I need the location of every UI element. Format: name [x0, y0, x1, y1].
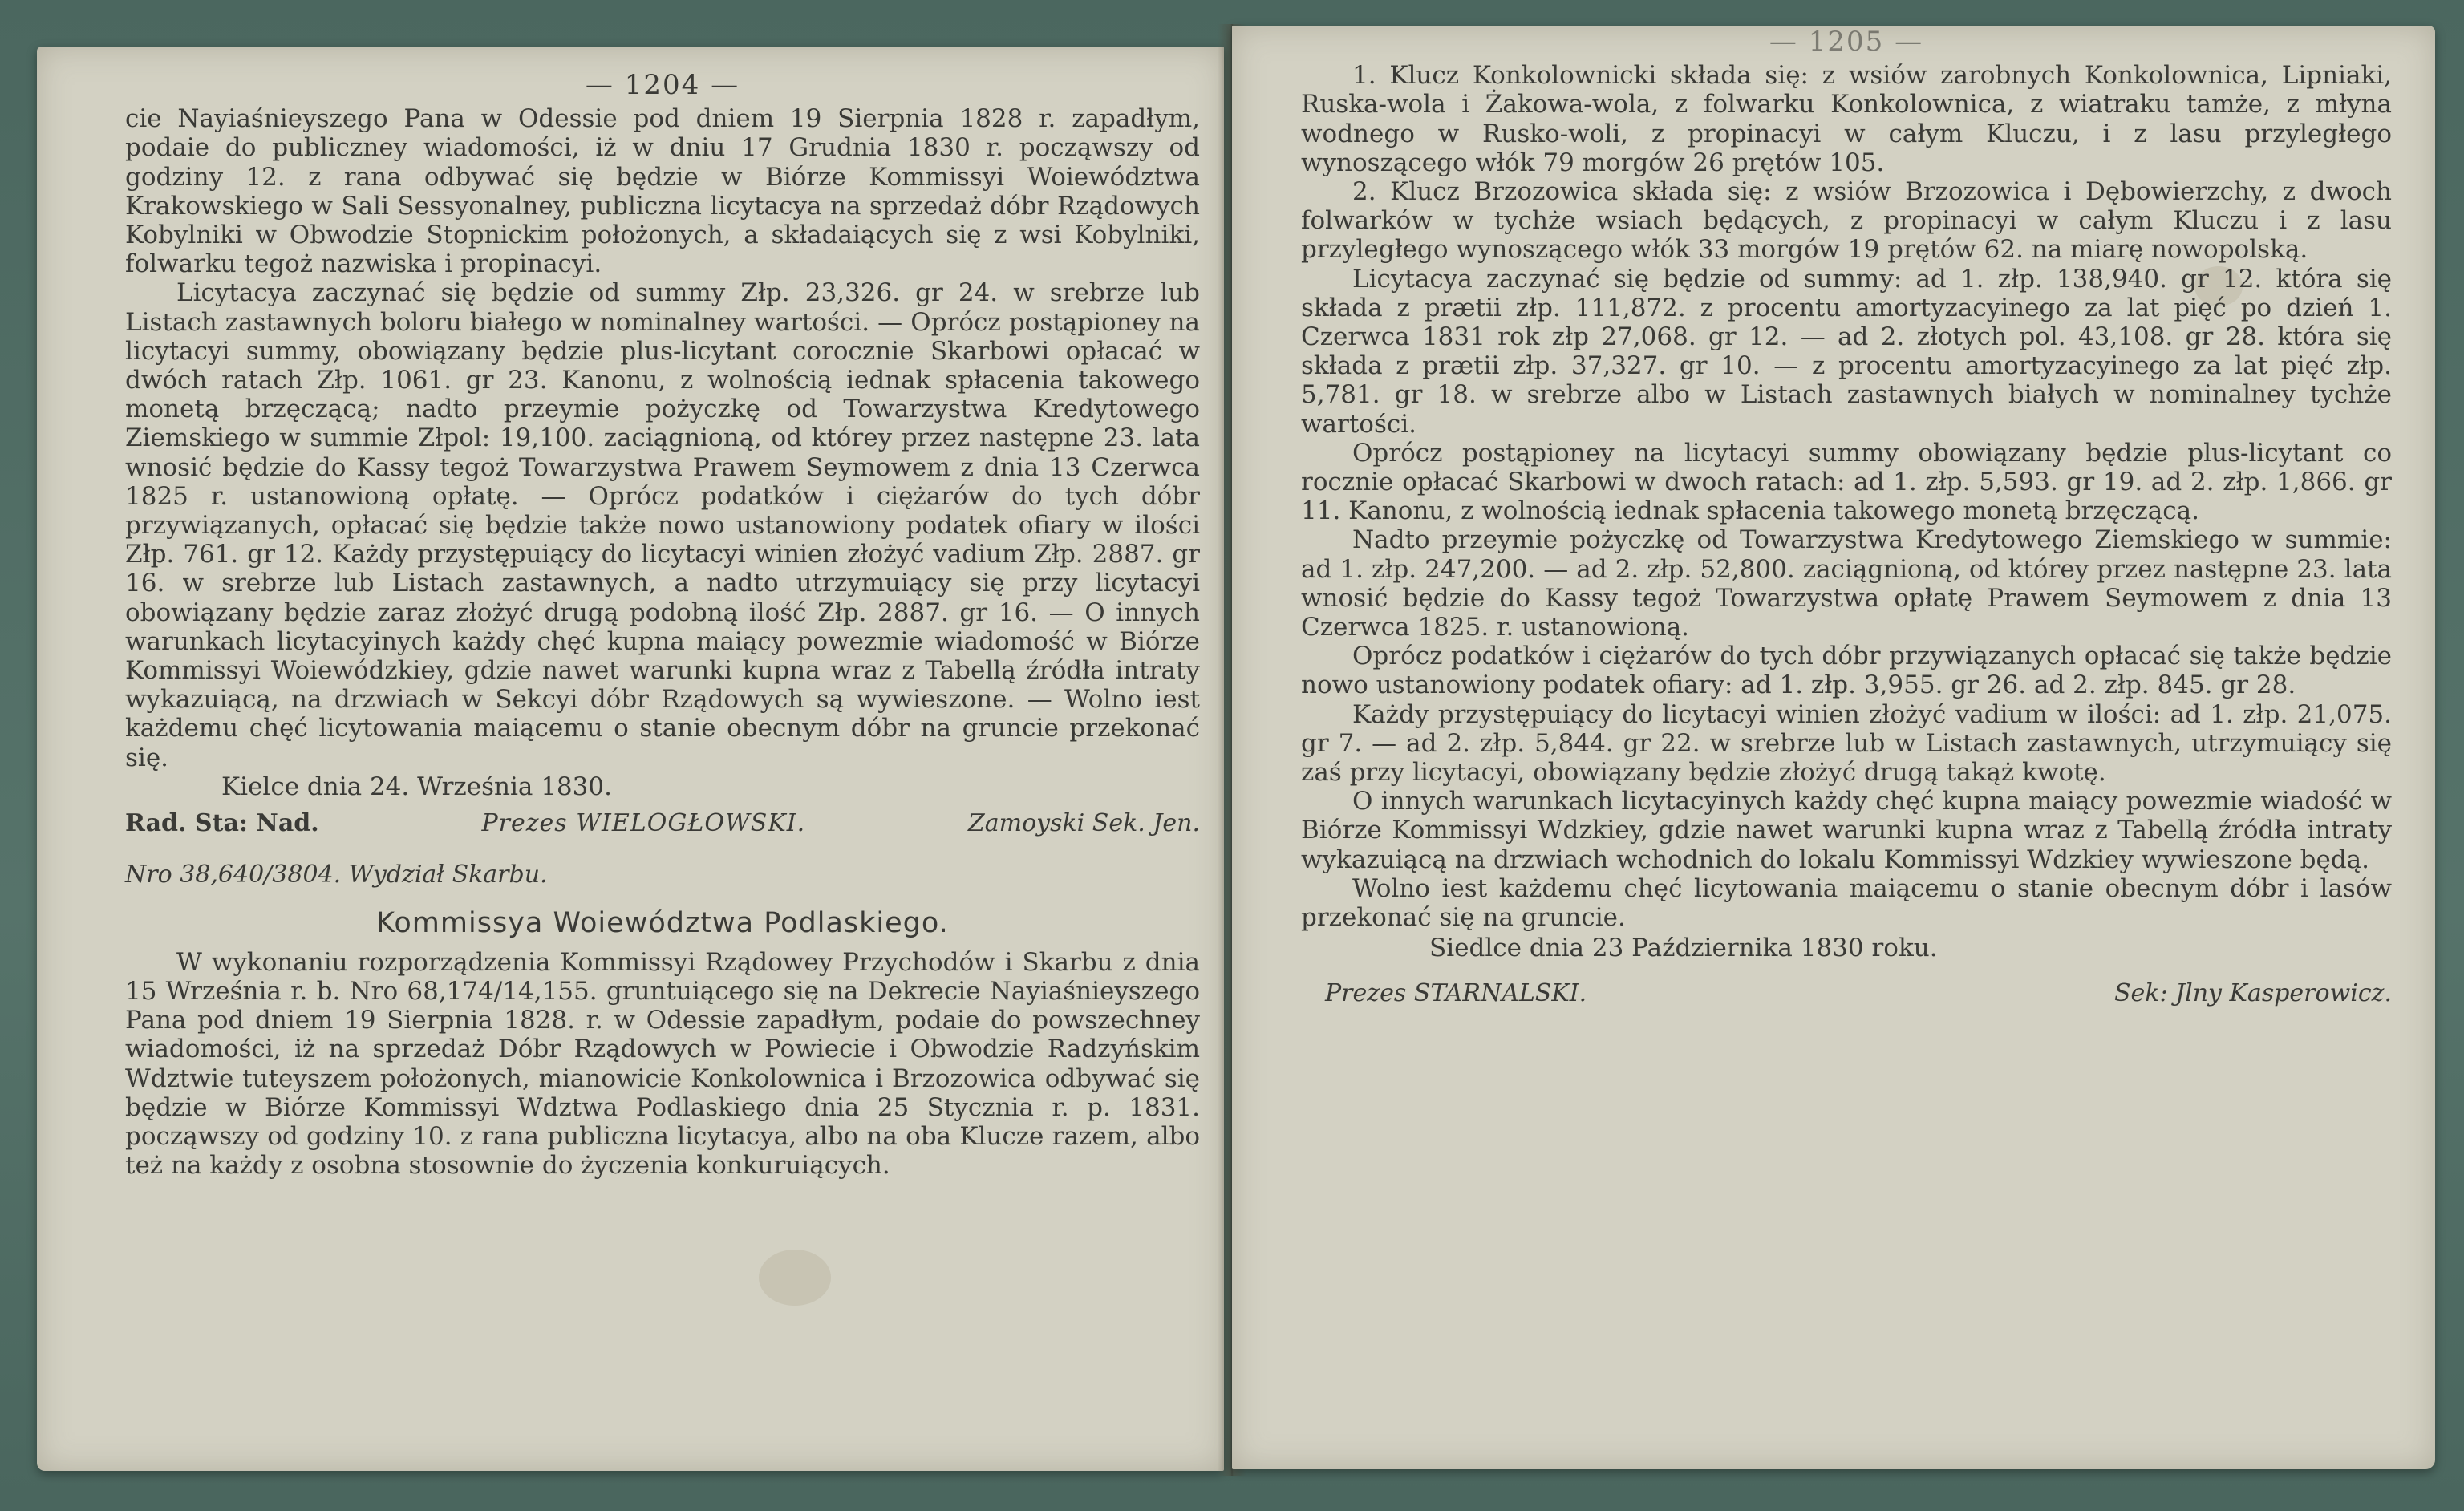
notice-paragraph: O innych warunkach licytacyinych każdy chęć kupna maiący powezmie wiadość w Biórze Kommissyi Wdzkiey, gdzie nawet warunki kupna wraz z Tabellą źródła intraty wykazuiącą na drzwiach wchodnich do lokalu Kommissyi Wdzkiey wywieszone będą.	[1301, 787, 2392, 874]
left-page-text-block	[125, 71, 1200, 1180]
signature-line	[1301, 979, 2392, 1008]
section-heading: Kommissya Woiewództwa Podlaskiego.	[376, 907, 949, 940]
signature-secretary: Sek: Jlny Kasperowicz.	[2113, 978, 2392, 1007]
signature-secretary: Zamoyski Sek. Jen.	[967, 809, 1200, 838]
page-number: — 1204 —	[585, 69, 740, 101]
right-page-text-block	[1301, 26, 2392, 1008]
paper-stain	[759, 1250, 831, 1306]
notice-paragraph: Nadto przeymie pożyczkę od Towarzystwa Kredytowego Ziemskiego w summie: ad 1. złp. 247,200. — ad 2. złp. 52,800. zaciągnioną, od którey przez następne 23. lata wnosić będzie do Kassy tegoż Towarzystwa opłatę Prawem Seymowem z dnia 13 Czerwca 1825. r. ustanowioną.	[1301, 525, 2392, 642]
right-page	[1232, 26, 2435, 1469]
notice-paragraph: W wykonaniu rozporządzenia Kommissyi Rządowey Przychodów i Skarbu z dnia 15 Września r. b. Nro 68,174/14,155. gruntuiącego się na Dekrecie Nayiaśnieyszego Pana pod dniem 19 Sierpnia 1828. r. w Odessie zapadłym, podaie do powszechney wiadomości, iż na sprzedaż Dóbr Rządowych w Powiecie i Obwodzie Radzyńskim Wdztwie tuteyszem położonych, mianowicie Konkolownica i Brzozowica odbywać się będzie w Biórze Kommissyi Wdztwa Podlaskiego dnia 25 Stycznia r. p. 1831. począwszy od godziny 10. z rana publiczna licytacya, albo na oba Klucze razem, albo też na każdy z osobna stosownie do życzenia konkuruiących.	[125, 947, 1200, 1181]
left-page	[37, 47, 1224, 1471]
signature-line	[125, 809, 1200, 838]
signature-president: Prezes WIELOGŁOWSKI.	[481, 809, 806, 838]
place-date-line: Kielce dnia 24. Września 1830.	[221, 772, 612, 801]
notice-paragraph: Wolno iest każdemu chęć licytowania maiącemu o stanie obecnym dóbr i lasów przekonać się na gruncie.	[1301, 873, 2392, 933]
reference-number: Nro 38,640/3804. Wydział Skarbu.	[125, 861, 548, 889]
notice-paragraph: cie Nayiaśnieyszego Pana w Odessie pod dniem 19 Sierpnia 1828 r. zapadłym, podaie do publiczney wiadomości, iż w dniu 17 Grudnia 1830 r. począwszy od godziny 12. z rana odbywać się będzie w Biórze Kommissyi Woiewództwa Krakowskiego w Sali Sessyonalney, publiczna licytacya na sprzedaż dóbr Rządowych Kobylniki w Obwodzie Stopnickim położonych, a składaiących się z wsi Kobylniki, folwarku tegoż nazwiska i propinacyi.	[125, 104, 1200, 279]
notice-paragraph: 2. Klucz Brzozowica składa się: z wsiów Brzozowica i Dębowierzchy, z dwoch folwarków w tychże wsiach będących, z propinacyi w całym Kluczu i z lasu przyległego wynoszącego włók 33 morgów 19 prętów 62. na miarę nowopolską.	[1301, 177, 2392, 265]
notice-paragraph: Licytacya zaczynać się będzie od summy: ad 1. złp. 138,940. gr 12. która się składa z prætii złp. 111,872. z procentu amortyzacyinego za lat pięć po dzień 1. Czerwca 1831 rok złp 27,068. gr 12. — ad 2. złotych pol. 43,108. gr 28. która się składa z prætii złp. 37,327. gr 10. — z procentu amortyzacyinego za lat pięć złp. 5,781. gr 18. w srebrze albo w Listach zastawnych białych w nominalney tychże wartości.	[1301, 264, 2392, 439]
notice-paragraph: 1. Klucz Konkolownicki składa się: z wsiów zarobnych Konkolownica, Lipniaki, Ruska-wola i Żakowa-wola, z folwarku Konkolownica, z wiatraku tamże, z młyna wodnego w Rusko-woli, z propinacyi w całym Kluczu, i z lasu przyległego wynoszącego włók 79 morgów 26 prętów 105.	[1301, 61, 2392, 177]
place-date-line: Siedlce dnia 23 Października 1830 roku.	[1429, 934, 1938, 963]
notice-paragraph: Każdy przystępuiący do licytacyi winien złożyć vadium w ilości: ad 1. złp. 21,075. gr 7. — ad 2. złp. 5,844. gr 22. w srebrze lub w Listach zastawnych, utrzymuiący się zaś przy licytacyi, obowiązany będzie złożyć drugą takąż kwotę.	[1301, 699, 2392, 788]
signature-president: Prezes STARNALSKI.	[1325, 978, 1587, 1007]
signature-office: Rad. Sta: Nad.	[125, 809, 319, 838]
notice-paragraph: Licytacya zaczynać się będzie od summy Złp. 23,326. gr 24. w srebrze lub Listach zastawnych boloru białego w nominalney wartości. — Oprócz postąpioney na licytacyi summy, obowiązany będzie plus-licytant corocznie Skarbowi opłacać w dwóch ratach Złp. 1061. gr 23. Kanonu, z wolnością iednak spłacenia takowego monetą brzęczącą; nadto przeymie pożyczkę od Towarzystwa Kredytowego Ziemskiego w summie Złpol: 19,100. zaciągnioną, od którey przez następne 23. lata wnosić będzie do Kassy tegoż Towarzystwa Prawem Seymowem z dnia 13 Czerwca 1825 r. ustanowioną opłatę. — Oprócz podatków i ciężarów do tych dóbr przywiązanych, opłacać się będzie także nowo ustanowiony podatek ofiary w ilości Złp. 761. gr 12. Każdy przystępuiący do licytacyi winien złożyć vadium Złp. 2887. gr 16. w srebrze lub Listach zastawnych, a nadto utrzymuiący się przy licytacyi obowiązany będzie zaraz złożyć drugą podobną ilość Złp. 2887. gr 16. — O innych warunkach licytacyinych każdy chęć kupna maiący powezmie wiadomość w Biórze Kommissyi Woiewódzkiey, gdzie nawet warunki kupna wraz z Tabellą źródła intraty wykazuiącą, na drzwiach w Sekcyi dóbr Rządowych są wywieszone. — Wolno iest każdemu chęć licytowania maiącemu o stanie obecnym dóbr na gruncie przekonać się.	[125, 278, 1200, 772]
notice-paragraph: Oprócz podatków i ciężarów do tych dóbr przywiązanych opłacać się także będzie nowo ustanowiony podatek ofiary: ad 1. złp. 3,955. gr 26. ad 2. złp. 845. gr 28.	[1301, 642, 2392, 700]
notice-paragraph: Oprócz postąpioney na licytacyi summy obowiązany będzie plus-licytant co rocznie opłacać Skarbowi w dwoch ratach: ad 1. złp. 5,593. gr 19. ad 2. złp. 1,866. gr 11. Kanonu, z wolnością iednak spłacenia takowego monetą brzęczącą.	[1301, 438, 2392, 526]
page-number: — 1205 —	[1769, 26, 1924, 58]
